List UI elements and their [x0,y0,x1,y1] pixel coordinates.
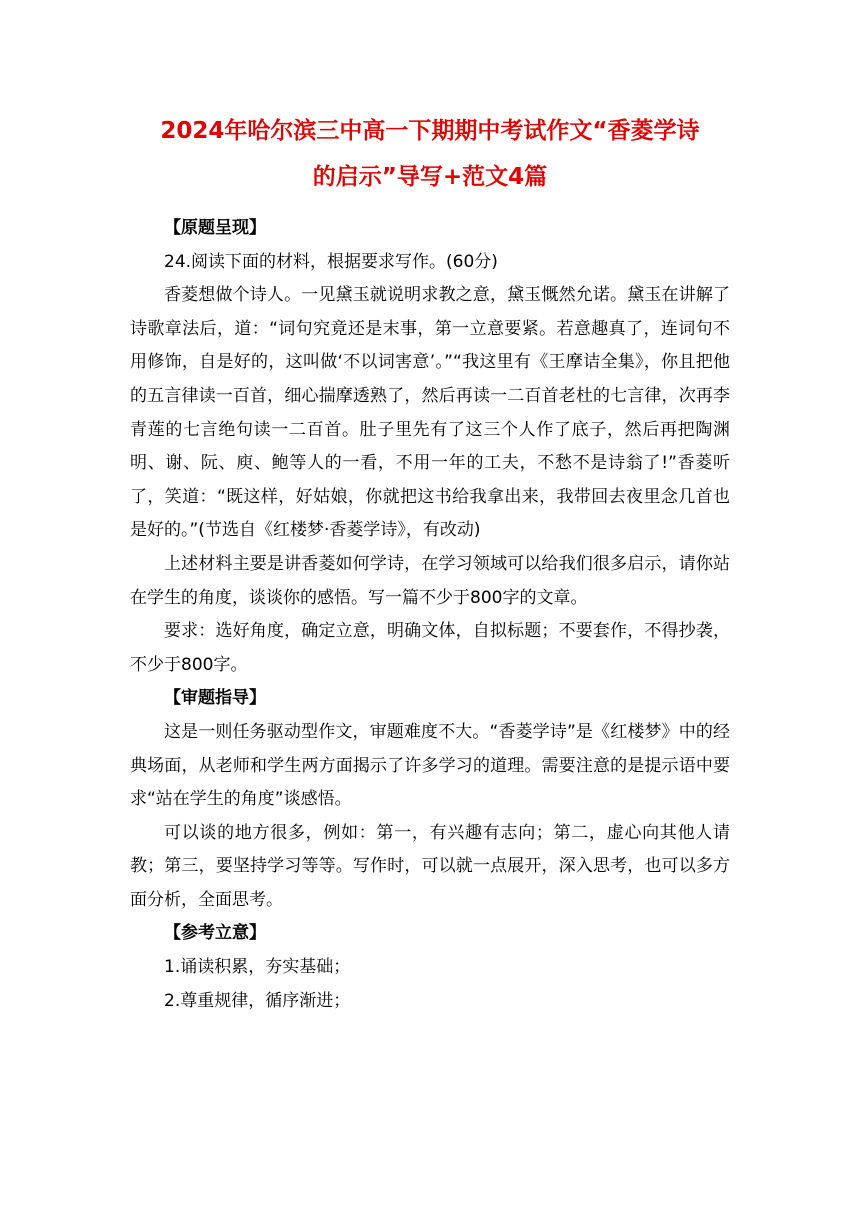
reference-idea-1: 1.诵读积累，夯实基础； [164,957,351,978]
title-line-1: 2024年哈尔滨三中高一下期期中考试作文“香菱学诗 [160,118,700,144]
document-body [130,212,730,1018]
requirement-paragraph: 要求：选好角度，确定立意，明确文体，自拟标题；不要套作，不得抄袭，不少于800字。 [130,621,730,675]
question-line: 24.阅读下面的材料，根据要求写作。(60分) [164,251,498,272]
prompt-paragraph: 上述材料主要是讲香菱如何学诗，在学习领域可以给我们很多启示，请你站在学生的角度，谈谈你的感悟。写一篇不少于800字的文章。 [130,553,730,608]
material-paragraph: 香菱想做个诗人。一见黛玉就说明求教之意，黛玉慨然允诺。黛玉在讲解了诗歌章法后，道：“词句究竟还是末事，第一立意要紧。若意趣真了，连词句不用修饰，自是好的，这叫做‘不以词害意’。”“我这里有《王摩诘全集》，你且把他的五言律读一百首，细心揣摩透熟了，然后再读一二百首老杜的七言律，次再李青莲的七言绝句读一二百首。肚子里先有了这三个人作了底子，然后再把陶渊明、谢、阮、庾、鲍等人的一看，不用一年的工夫，不愁不是诗翁了!”香菱听了，笑道：“既这样，好姑娘，你就把这书给我拿出来，我带回去夜里念几首也是好的。”(节选自《红楼梦·香菱学诗》，有改动) [130,285,730,541]
reference-idea-2: 2.尊重规律，循序渐进； [164,990,351,1011]
guidance-paragraph-1: 这是一则任务驱动型作文，审题难度不大。“香菱学诗”是《红楼梦》中的经典场面，从老师和学生两方面揭示了许多学习的道理。需要注意的是提示语中要求“站在学生的角度”谈感悟。 [130,721,730,810]
document-title [120,108,740,200]
title-line-2: 的启示”导写+范文4篇 [312,164,548,190]
section-heading-guidance: 【审题指导】 [164,688,266,709]
section-heading-original-question: 【原题呈现】 [164,218,266,238]
section-heading-reference-ideas: 【参考立意】 [164,923,266,944]
guidance-paragraph-2: 可以谈的地方很多，例如：第一，有兴趣有志向；第二，虚心向其他人请教；第三，要坚持学习等等。写作时，可以就一点展开，深入思考，也可以多方面分析，全面思考。 [130,822,730,910]
